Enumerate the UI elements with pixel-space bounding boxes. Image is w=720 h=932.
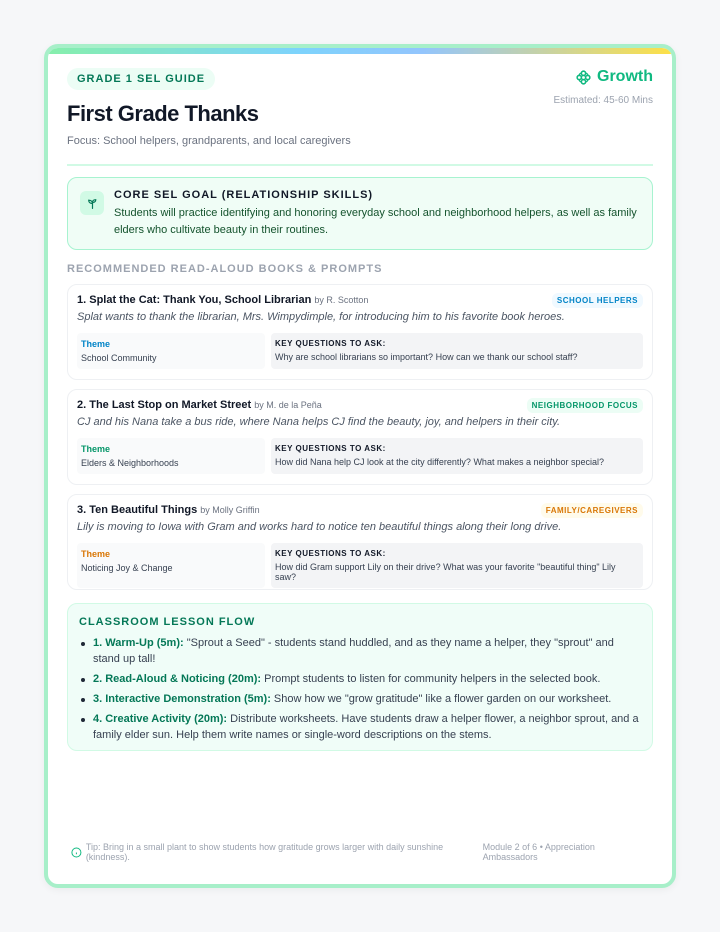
book-details	[77, 438, 643, 474]
theme-box	[77, 333, 265, 369]
lesson-card	[44, 44, 676, 888]
theme-value: School Community	[81, 353, 157, 363]
step-text: Show how we "grow gratitude" like a flower garden on our worksheet.	[270, 693, 612, 705]
tip	[71, 842, 483, 862]
step-label: 4. Creative Activity (20m):	[93, 713, 228, 725]
step-label: 1. Warm-Up (5m):	[93, 637, 184, 649]
questions-text: How did Gram support Lily on their drive? What was your favorite "beautiful thing" Lily saw?	[275, 562, 616, 582]
questions-box	[271, 543, 643, 588]
theme-label: Theme	[81, 339, 111, 349]
brand-label: Growth	[597, 68, 653, 85]
step-text: Distribute worksheets. Have students draw a helper flower, a neighbor sprout, and a family elder sun. Help them write names or single-word descriptions on the stems.	[93, 713, 639, 741]
theme-box	[77, 543, 265, 588]
flow-title: CLASSROOM LESSON FLOW	[79, 616, 256, 628]
book-title: 3. Ten Beautiful Things	[77, 504, 198, 516]
questions-box	[271, 438, 643, 474]
theme-value: Elders & Neighborhoods	[81, 458, 179, 468]
list-item	[79, 671, 641, 687]
focus-text: Focus: School helpers, grandparents, and local caregivers	[67, 135, 351, 147]
book-card	[67, 389, 653, 485]
book-card	[67, 284, 653, 380]
info-icon	[71, 847, 82, 858]
step-text: "Sprout a Seed" - students stand huddled, and as they name a helper, they "sprout" and stand up tall!	[93, 637, 614, 665]
gradient-bar	[48, 48, 672, 54]
category-tag: FAMILY/CAREGIVERS	[541, 503, 643, 518]
book-description: CJ and his Nana take a bus ride, where Nana helps CJ find the beauty, joy, and helpers in their city.	[77, 416, 561, 428]
tip-text: Tip: Bring in a small plant to show students how gratitude grows larger with daily sunshine (kindness).	[85, 842, 444, 862]
book-title: 1. Splat the Cat: Thank You, School Librarian	[77, 294, 312, 306]
book-author: by R. Scotton	[314, 295, 369, 305]
questions-text: How did Nana help CJ look at the city differently? What makes a neighbor special?	[275, 457, 605, 467]
questions-label: KEY QUESTIONS TO ASK:	[275, 549, 386, 558]
book-details	[77, 543, 643, 588]
goal-text: Students will practice identifying and honoring everyday school and neighborhood helpers, as well as family elders who cultivate beauty in their routines.	[114, 207, 637, 236]
module-label: Module 2 of 6 • Appreciation Ambassadors	[482, 842, 595, 862]
page-title: First Grade Thanks	[67, 101, 259, 126]
brand	[575, 68, 653, 86]
step-text: Prompt students to listen for community helpers in the selected book.	[261, 673, 601, 685]
book-author: by Molly Griffin	[200, 505, 260, 515]
book-title: 2. The Last Stop on Market Street	[77, 399, 252, 411]
questions-label: KEY QUESTIONS TO ASK:	[275, 339, 386, 348]
footer	[71, 842, 649, 862]
grade-pill: GRADE 1 SEL GUIDE	[67, 68, 215, 90]
time-estimate: Estimated: 45-60 Mins	[553, 95, 653, 106]
questions-label: KEY QUESTIONS TO ASK:	[275, 444, 386, 453]
lesson-flow-box	[67, 603, 653, 751]
goal-title: CORE SEL GOAL (RELATIONSHIP SKILLS)	[114, 189, 374, 201]
header	[67, 68, 653, 154]
questions-box	[271, 333, 643, 369]
flow-steps	[79, 635, 641, 743]
step-label: 3. Interactive Demonstration (5m):	[93, 693, 271, 705]
theme-value: Noticing Joy & Change	[81, 563, 173, 573]
category-tag: SCHOOL HELPERS	[552, 293, 643, 308]
book-author: by M. de la Peña	[254, 400, 322, 410]
book-card	[67, 494, 653, 590]
theme-label: Theme	[81, 549, 111, 559]
list-item	[79, 635, 641, 667]
theme-label: Theme	[81, 444, 111, 454]
sprout-icon	[80, 191, 104, 215]
sel-goal-box	[67, 177, 653, 250]
book-description: Lily is moving to Iowa with Gram and works hard to notice ten beautiful things along their long drive.	[77, 521, 562, 533]
questions-text: Why are school librarians so important? How can we thank our school staff?	[275, 352, 578, 362]
list-item	[79, 691, 641, 707]
divider	[67, 164, 653, 166]
flower-icon	[575, 69, 592, 86]
step-label: 2. Read-Aloud & Noticing (20m):	[93, 673, 262, 685]
category-tag: NEIGHBORHOOD FOCUS	[527, 398, 643, 413]
book-description: Splat wants to thank the librarian, Mrs. Wimpydimple, for introducing him to his favorite book heroes.	[77, 311, 565, 323]
book-details	[77, 333, 643, 369]
theme-box	[77, 438, 265, 474]
list-item	[79, 711, 641, 743]
books-heading: RECOMMENDED READ-ALOUD BOOKS & PROMPTS	[67, 263, 383, 275]
